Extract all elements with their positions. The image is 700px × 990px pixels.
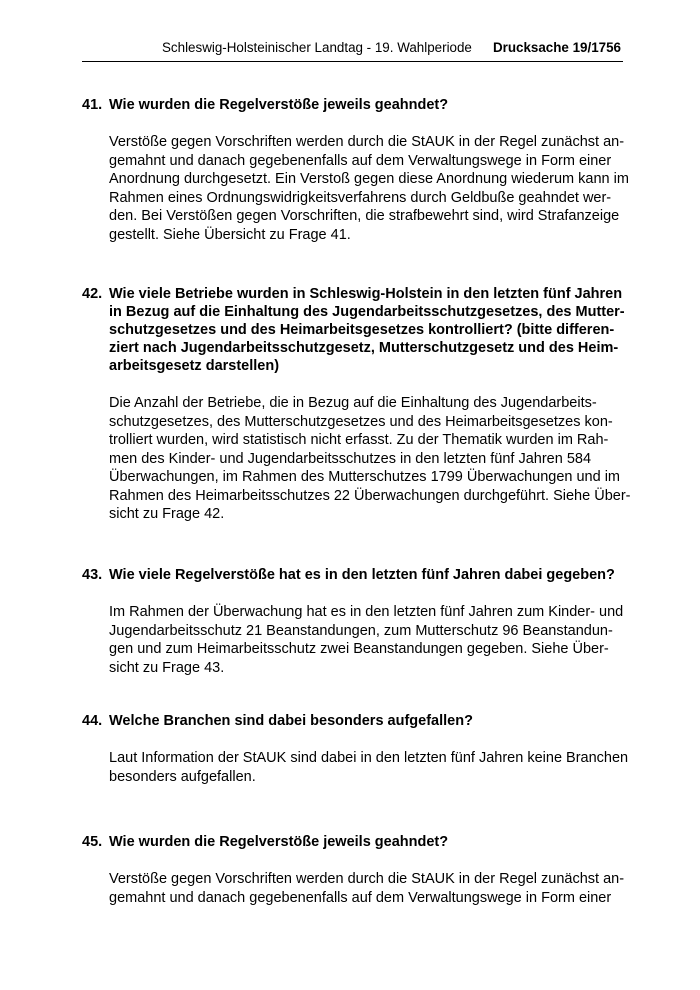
question — [82, 712, 622, 730]
answer — [109, 133, 629, 244]
page-header — [82, 40, 623, 62]
question-line: Wie viele Betriebe wurden in Schleswig-Holstein in den letzten fünf Jahren — [109, 286, 623, 302]
question — [82, 566, 622, 584]
answer-line: Verstöße gegen Vorschriften werden durch die StAUK in der Regel zunächst an- — [109, 871, 625, 887]
qa-item-44 — [82, 712, 629, 786]
question-line: Wie wurden die Regelverstöße jeweils geahndet? — [109, 834, 449, 850]
question-line: arbeitsgesetz darstellen) — [109, 358, 280, 374]
answer-line: Anordnung durchgesetzt. Ein Verstoß gegen diese Anordnung wiederum kann im — [109, 171, 629, 187]
answer-line: sicht zu Frage 43. — [109, 659, 225, 676]
answer-line: Rahmen des Heimarbeitsschutzes 22 Überwachungen durchgeführt. Siehe Über- — [109, 487, 631, 504]
question-line: Wie viele Regelverstöße hat es in den letzten fünf Jahren dabei gegeben? — [109, 567, 615, 583]
answer — [109, 870, 625, 907]
qa-item-45 — [82, 833, 625, 907]
answer — [109, 603, 622, 677]
question-line: Welche Branchen sind dabei besonders aufgefallen? — [109, 713, 473, 729]
question — [82, 96, 622, 114]
question-number: 43. — [82, 567, 103, 583]
answer-line: den. Bei Verstößen gegen Vorschriften, die strafbewehrt sind, wird Strafanzeige — [109, 208, 620, 224]
qa-item-41 — [82, 96, 629, 244]
question-line: ziert nach Jugendarbeitsschutzgesetz, Mutterschutzgesetz und des Heim- — [109, 340, 619, 356]
answer-line: besonders aufgefallen. — [109, 768, 256, 785]
question-number: 42. — [82, 286, 103, 302]
header-title: Schleswig-Holsteinischer Landtag - 19. Wahlperiode — [162, 40, 472, 55]
question — [82, 285, 625, 375]
answer-line: Überwachungen, im Rahmen des Mutterschutzes 1799 Überwachungen und im — [109, 469, 621, 485]
answer — [109, 394, 631, 524]
answer-line: Im Rahmen der Überwachung hat es in den letzten fünf Jahren zum Kinder- und — [109, 604, 624, 620]
answer-line: gen und zum Heimarbeitsschutz zwei Beanstandungen gegeben. Siehe Über- — [109, 641, 609, 657]
answer-line: Die Anzahl der Betriebe, die in Bezug auf die Einhaltung des Jugendarbeits- — [109, 395, 597, 411]
answer-line: gemahnt und danach gegebenenfalls auf dem Verwaltungswege in Form einer — [109, 152, 612, 169]
answer-line: Jugendarbeitsschutz 21 Beanstandungen, zum Mutterschutz 96 Beanstandun- — [109, 622, 613, 639]
document-number: Drucksache 19/1756 — [492, 40, 621, 55]
answer — [109, 749, 629, 786]
question-line: schutzgesetzes und des Heimarbeitsgesetzes kontrolliert? (bitte differen- — [109, 322, 615, 338]
qa-item-42 — [82, 285, 631, 524]
answer-line: schutzgesetzes, des Mutterschutzgesetzes und des Heimarbeitsgesetzes kon- — [109, 413, 613, 430]
question-line: Wie wurden die Regelverstöße jeweils geahndet? — [109, 97, 449, 113]
answer-line: Rahmen eines Ordnungswidrigkeitsverfahrens durch Geldbuße geahndet wer- — [109, 189, 612, 206]
question-number: 41. — [82, 97, 103, 113]
answer-line: men des Kinder- und Jugendarbeitsschutzes in den letzten fünf Jahren 584 — [109, 450, 592, 467]
answer-line: sicht zu Frage 42. — [109, 506, 225, 522]
answer-line: gestellt. Siehe Übersicht zu Frage 41. — [109, 226, 351, 243]
question — [82, 833, 622, 851]
answer-line: gemahnt und danach gegebenenfalls auf dem Verwaltungswege in Form einer — [109, 889, 612, 906]
answer-line: Laut Information der StAUK sind dabei in den letzten fünf Jahren keine Branchen — [109, 750, 629, 766]
answer-line: Verstöße gegen Vorschriften werden durch die StAUK in der Regel zunächst an- — [109, 134, 625, 150]
question-number: 44. — [82, 713, 103, 729]
question-number: 45. — [82, 834, 103, 850]
question-line: in Bezug auf die Einhaltung des Jugendarbeitsschutzgesetzes, des Mutter- — [109, 304, 625, 320]
qa-item-43 — [82, 566, 622, 677]
answer-line: trolliert wurden, wird statistisch nicht erfasst. Zu der Thematik wurden im Rah- — [109, 432, 609, 448]
